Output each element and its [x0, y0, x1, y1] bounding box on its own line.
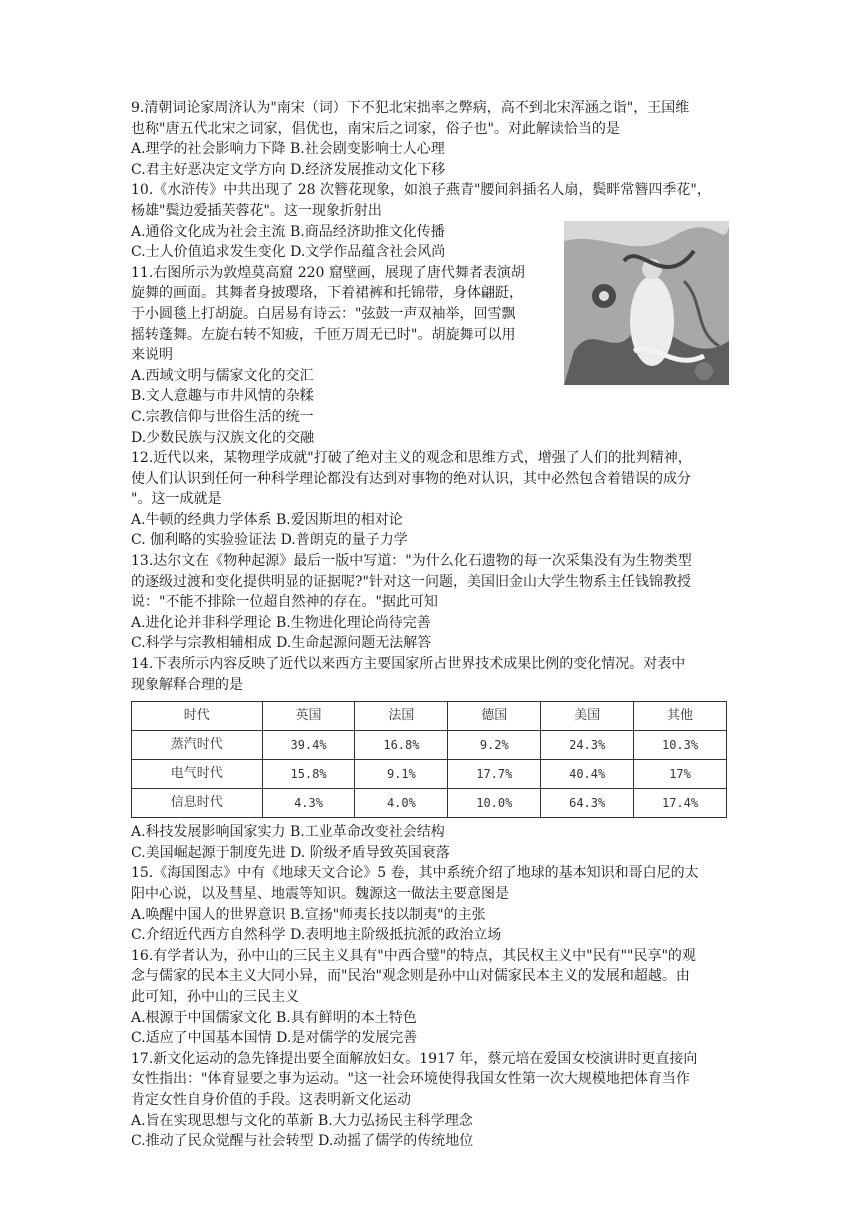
option-line: C.士人价值追求发生变化 D.文学作品蕴含社会风尚 — [131, 244, 446, 261]
table-cell: 9.2% — [448, 731, 541, 760]
stem-line: 使人们认识到任何一种科学理论都没有达到对事物的绝对认识，其中必然包含着错误的成分 — [131, 470, 691, 487]
table-cell: 4.0% — [355, 789, 448, 818]
table-cell: 10.0% — [448, 789, 541, 818]
option-line: C. 伽利略的实验验证法 D.普朗克的量子力学 — [131, 532, 408, 549]
option-line: C.推动了民众觉醒与社会转型 D.动摇了儒学的传统地位 — [131, 1133, 474, 1150]
table-cell: 16.8% — [355, 731, 448, 760]
table-row — [132, 731, 727, 760]
table-header-cell: 德国 — [448, 702, 541, 731]
stem-line: 说："不能不排除一位超自然神的存在。"据此可知 — [131, 594, 438, 611]
question-15 — [131, 863, 731, 945]
table-cell: 17.4% — [634, 789, 727, 818]
option-line: C.科学与宗教相辅相成 D.生命起源问题无法解答 — [131, 635, 432, 652]
question-column — [131, 98, 731, 1152]
table-cell: 64.3% — [541, 789, 634, 818]
stem-line: 11.右图所示为敦煌莫高窟 220 窟壁画，展现了唐代舞者表演胡 — [131, 264, 525, 281]
table-cell: 15.8% — [262, 760, 355, 789]
stem-line: 15.《海国图志》中有《地球天文合论》5 卷，其中系统介绍了地球的基本知识和哥白尼的太 — [131, 865, 699, 882]
stem-line: 9.清朝词论家周济认为"南宋（词）下不犯北宋拙率之弊病，高不到北宋浑涵之诣"，王国维 — [131, 100, 690, 116]
option-line: A.牛顿的经典力学体系 B.爱因斯坦的相对论 — [131, 511, 403, 528]
option-line: C.美国崛起源于制度先进 D. 阶级矛盾导致英国衰落 — [131, 844, 450, 861]
table-cell: 电气时代 — [132, 760, 263, 789]
stem-line: 的逐级过渡和变化提供明显的证据呢?"针对这一问题，美国旧金山大学生物系主任钱锦教授 — [131, 573, 691, 590]
stem-line: 16.有学者认为，孙中山的三民主义具有"中西合璧"的特点，其民权主义中"民有""民享"的观 — [131, 947, 696, 964]
stem-line: 阳中心说，以及彗星、地震等知识。魏源这一做法主要意图是 — [131, 886, 509, 902]
technology-share-table — [131, 701, 727, 818]
table-cell: 9.1% — [355, 760, 448, 789]
stem-line: 12.近代以来，某物理学成就"打破了绝对主义的观念和思维方式，增强了人们的批判精神， — [131, 450, 692, 467]
stem-line: 10.《水浒传》中共出现了 28 次簪花现象，如浪子燕青"腰间斜插名人扇，鬓畔常簪四季花"， — [131, 182, 711, 199]
question-12 — [131, 448, 731, 551]
stem-line: 念与儒家的民本主义大同小异，而"民治"观念则是孙中山对儒家民本主义的发展和超越。由 — [131, 968, 690, 985]
option-line: C.君主好恶决定文学方向 D.经济发展推动文化下移 — [131, 161, 446, 178]
table-header-cell: 法国 — [355, 702, 448, 731]
table-row — [132, 760, 727, 789]
table-cell: 39.4% — [262, 731, 355, 760]
table-header-row — [132, 702, 727, 731]
question-11 — [131, 263, 731, 448]
option-line: C.适应了中国基本国情 D.是对儒学的发展完善 — [131, 1030, 418, 1047]
stem-line: 杨雄"鬓边爱插芙蓉花"。这一现象折射出 — [131, 202, 382, 219]
table-header-cell: 时代 — [132, 702, 263, 731]
option-line: A.理学的社会影响力下降 B.社会剧变影响士人心理 — [131, 141, 445, 158]
table-header-cell: 美国 — [541, 702, 634, 731]
question-17 — [131, 1049, 731, 1152]
option-line: A.科技发展影响国家实力 B.工业革命改变社会结构 — [131, 824, 445, 841]
option-line: C.宗教信仰与世俗生活的统一 — [131, 408, 314, 425]
table-row — [132, 789, 727, 818]
stem-line: 现象解释合理的是 — [131, 676, 243, 693]
stem-line: 于小圆毯上打胡旋。白居易有诗云："弦鼓一声双袖举，回雪飘 — [131, 305, 516, 322]
stem-line: 也称"唐五代北宋之词家，倡优也，南宋后之词家，俗子也"。对此解读恰当的是 — [131, 120, 620, 137]
question-16 — [131, 946, 731, 1049]
option-line: A.通俗文化成为社会主流 B.商品经济助推文化传播 — [131, 223, 445, 240]
option-line: C.介绍近代西方自然科学 D.表明地主阶级抵抗派的政治立场 — [131, 927, 502, 944]
table-cell: 17% — [634, 760, 727, 789]
stem-line: 肯定女性自身价值的手段。这表明新文化运动 — [131, 1091, 411, 1108]
option-line: D.少数民族与汉族文化的交融 — [131, 429, 315, 446]
stem-line: "。这一成就是 — [131, 491, 222, 508]
stem-line: 旋舞的画面。其舞者身披璎珞，下着裙裤和托锦带，身体翩跹， — [131, 285, 523, 302]
question-9 — [131, 98, 731, 180]
option-line: A.旨在实现思想与文化的革新 B.大力弘扬民主科学理念 — [131, 1112, 473, 1129]
stem-line: 此可知，孙中山的三民主义 — [131, 988, 299, 1005]
stem-line: 来说明 — [131, 347, 173, 364]
option-line: A.根源于中国儒家文化 B.具有鲜明的本土特色 — [131, 1009, 417, 1026]
option-line: A.进化论并非科学理论 B.生物进化理论尚待完善 — [131, 614, 431, 631]
table-cell: 信息时代 — [132, 789, 263, 818]
table-cell: 17.7% — [448, 760, 541, 789]
option-line: A.西域文明与儒家文化的交汇 — [131, 367, 314, 384]
question-14 — [131, 654, 731, 863]
table-cell: 10.3% — [634, 731, 727, 760]
stem-line: 14.下表所示内容反映了近代以来西方主要国家所占世界技术成果比例的变化情况。对表中 — [131, 656, 686, 673]
table-header-cell: 英国 — [262, 702, 355, 731]
stem-line: 13.达尔文在《物种起源》最后一版中写道："为什么化石遗物的每一次采集没有为生物类型 — [131, 553, 692, 570]
question-10 — [131, 180, 731, 262]
option-line: B.文人意趣与市井风情的杂糅 — [131, 388, 314, 405]
option-line: A.唤醒中国人的世界意识 B.宣扬"师夷长技以制夷"的主张 — [131, 906, 486, 923]
table-cell: 蒸汽时代 — [132, 731, 263, 760]
table-cell: 24.3% — [541, 731, 634, 760]
stem-line: 女性指出："体育显要之事为运动。"这一社会环境使得我国女性第一次大规模地把体育当作 — [131, 1071, 690, 1088]
table-cell: 4.3% — [262, 789, 355, 818]
stem-line: 17.新文化运动的急先锋提出要全面解放妇女。1917 年，蔡元培在爱国女校演讲时更直接向 — [131, 1050, 698, 1067]
stem-line: 摇转蓬舞。左旋右转不知疲，千匝万周无已时"。胡旋舞可以用 — [131, 326, 516, 343]
table-header-cell: 其他 — [634, 702, 727, 731]
question-13 — [131, 551, 731, 654]
table-cell: 40.4% — [541, 760, 634, 789]
